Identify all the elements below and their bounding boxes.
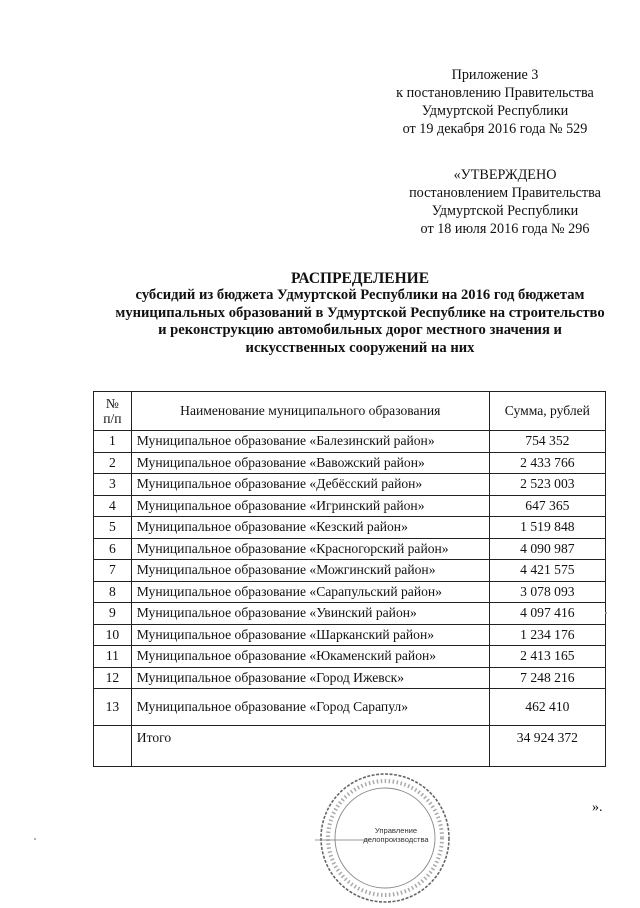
total-number-cell: [94, 726, 132, 767]
row-name: Муниципальное образование «Юкаменский район»: [131, 646, 489, 668]
row-number: 2: [94, 452, 132, 474]
row-sum: 4 421 575: [489, 560, 605, 582]
row-number: 12: [94, 667, 132, 689]
row-name: Муниципальное образование «Город Ижевск»: [131, 667, 489, 689]
approval-date: от 18 июля 2016 года № 296: [420, 221, 590, 237]
table-row: [94, 624, 606, 646]
row-number: 9: [94, 603, 132, 625]
row-number: 6: [94, 538, 132, 560]
distribution-table: [93, 391, 606, 767]
row-sum: 647 365: [489, 495, 605, 517]
approval-line: Удмуртской Республики: [431, 203, 579, 219]
row-number: 1: [94, 431, 132, 453]
row-number: 11: [94, 646, 132, 668]
row-sum: 2 523 003: [489, 474, 605, 496]
annex-block: [385, 66, 605, 138]
scan-speck: [605, 612, 607, 614]
row-sum: 1 519 848: [489, 517, 605, 539]
row-number: 7: [94, 560, 132, 582]
row-name: Муниципальное образование «Увинский район»: [131, 603, 489, 625]
total-sum: 34 924 372: [489, 726, 605, 767]
row-sum: 2 413 165: [489, 646, 605, 668]
table-row: [94, 517, 606, 539]
row-sum: 2 433 766: [489, 452, 605, 474]
row-name: Муниципальное образование «Можгинский район»: [131, 560, 489, 582]
row-number: 4: [94, 495, 132, 517]
table-row: [94, 646, 606, 668]
row-number: 3: [94, 474, 132, 496]
table-row: [94, 667, 606, 689]
row-number: 13: [94, 689, 132, 726]
table-row: [94, 581, 606, 603]
table-total-row: [94, 726, 606, 767]
header-number-abbr: п/п: [103, 411, 122, 426]
approval-line: постановлением Правительства: [409, 185, 601, 201]
annex-line: к постановлению Правительства: [396, 85, 594, 101]
table-row: [94, 538, 606, 560]
row-sum: 754 352: [489, 431, 605, 453]
row-name: Муниципальное образование «Город Сарапул»: [131, 689, 489, 726]
stamp-label-line: Управление: [374, 826, 418, 835]
approval-title: «УТВЕРЖДЕНО: [453, 167, 557, 183]
heading-title: РАСПРЕДЕЛЕНИЕ: [290, 270, 430, 287]
stamp-label: [361, 826, 431, 844]
header-name: Наименование муниципального образования: [131, 392, 489, 431]
heading-line: субсидий из бюджета Удмуртской Республики на 2016 год бюджетам: [135, 287, 585, 304]
header-number-sign: №: [105, 396, 119, 411]
row-sum: 4 097 416: [489, 603, 605, 625]
scan-speck: [34, 838, 36, 840]
closing-quote: ».: [592, 800, 603, 815]
row-name: Муниципальное образование «Вавожский район»: [131, 452, 489, 474]
annex-title: Приложение 3: [451, 67, 539, 83]
heading-line: и реконструкцию автомобильных дорог местного значения и: [158, 322, 562, 339]
table-row: [94, 689, 606, 726]
heading-line: искусственных сооружений на них: [245, 339, 475, 356]
header-number: [94, 392, 132, 431]
row-sum: 462 410: [489, 689, 605, 726]
row-sum: 3 078 093: [489, 581, 605, 603]
annex-line: Удмуртской Республики: [421, 103, 569, 119]
heading-line: муниципальных образований в Удмуртской Республике на строительство: [115, 304, 605, 321]
table-row: [94, 603, 606, 625]
row-name: Муниципальное образование «Кезский район»: [131, 517, 489, 539]
row-number: 5: [94, 517, 132, 539]
table-body: [94, 431, 606, 767]
row-number: 8: [94, 581, 132, 603]
approval-block: [385, 166, 625, 238]
table-row: [94, 495, 606, 517]
row-sum: 4 090 987: [489, 538, 605, 560]
table-row: [94, 431, 606, 453]
table-row: [94, 474, 606, 496]
row-name: Муниципальное образование «Сарапульский район»: [131, 581, 489, 603]
row-name: Муниципальное образование «Красногорский район»: [131, 538, 489, 560]
row-name: Муниципальное образование «Дебёсский район»: [131, 474, 489, 496]
table-header-row: [94, 392, 606, 431]
row-sum: 1 234 176: [489, 624, 605, 646]
table-row: [94, 452, 606, 474]
row-sum: 7 248 216: [489, 667, 605, 689]
header-sum: Сумма, рублей: [489, 392, 605, 431]
total-label: Итого: [131, 726, 489, 767]
row-number: 10: [94, 624, 132, 646]
row-name: Муниципальное образование «Балезинский район»: [131, 431, 489, 453]
annex-date: от 19 декабря 2016 года № 529: [402, 121, 588, 137]
row-name: Муниципальное образование «Шарканский район»: [131, 624, 489, 646]
row-name: Муниципальное образование «Игринский район»: [131, 495, 489, 517]
document-heading: [60, 270, 640, 357]
stamp-label-line: делопроизводства: [363, 835, 429, 844]
table-row: [94, 560, 606, 582]
